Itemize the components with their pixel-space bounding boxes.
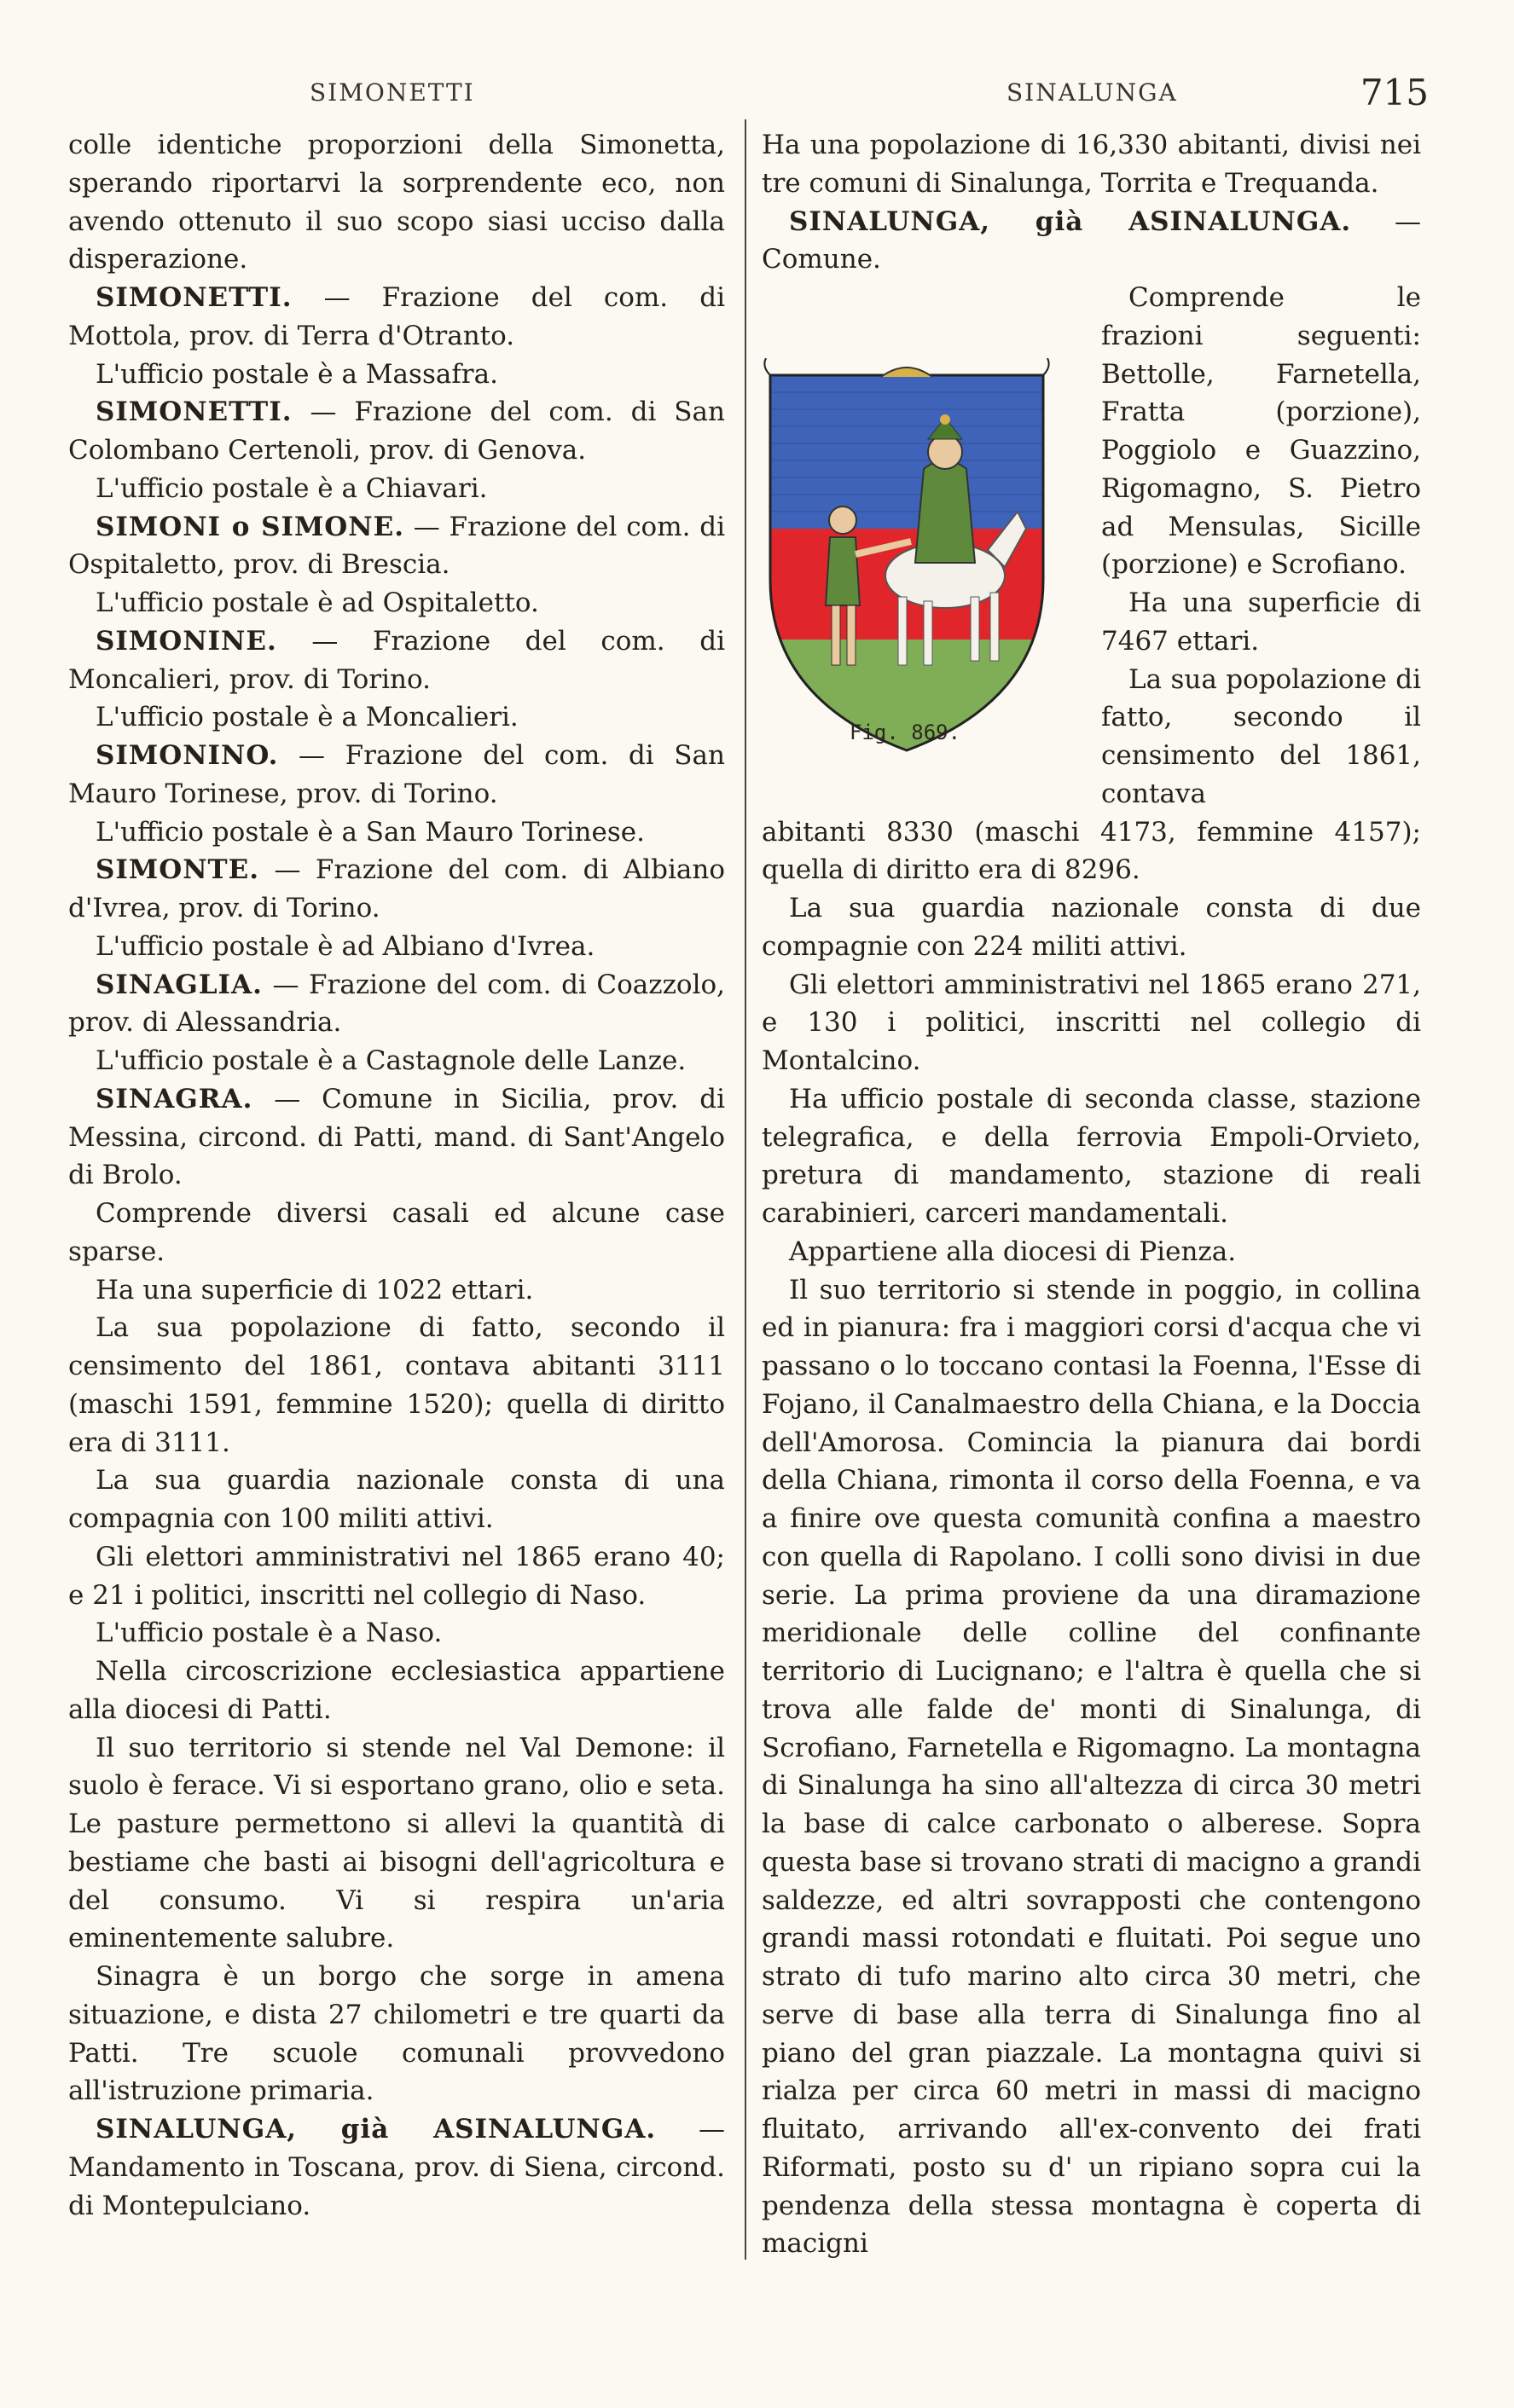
paragraph (68, 851, 725, 928)
paragraph (68, 1195, 725, 1271)
entry-text: Comprende diversi casali ed alcune case sparse. (68, 1198, 725, 1267)
paragraph (68, 1309, 725, 1462)
paragraph: Comprende le frazioni seguenti: Bettolle, Farnetella, Fratta (porzione), Poggiolo e Guazzino, Rigomagno, S. Pietro ad Mensulas, Sicille (porzione) e Scrofiano. (1101, 282, 1421, 581)
entry-headword: SINAGRA. (96, 1083, 253, 1114)
entry-headword: SIMONETTI. (96, 397, 293, 428)
entry-text: — Mandamento in Toscana, prov. di Siena, circond. di Montepulciano. (68, 2114, 725, 2221)
paragraph (68, 1614, 725, 1653)
figure-caption: Fig. 869. (850, 721, 961, 744)
paragraph (68, 1080, 725, 1195)
paragraph (68, 1958, 725, 2110)
entry-headword: SIMONI o SIMONE. (96, 511, 405, 542)
entry-text: L'ufficio postale è a Massafra. (96, 358, 498, 390)
paragraph (68, 2110, 725, 2225)
paragraph (68, 356, 725, 394)
entry-headword: SIMONINO. (96, 740, 279, 771)
entry-text: colle identiche proporzioni della Simonetta, sperando riportarvi la sorprendente eco, non avendo ottenuto il suo scopo siasi ucciso dalla disperazione. (68, 130, 725, 275)
paragraph (762, 203, 1421, 280)
paragraph: La sua popolazione di fatto, secondo il censimento del 1861, contava (1101, 663, 1421, 809)
paragraph: Ha una superficie di 7467 ettari. (1101, 588, 1421, 657)
entry-text: — Frazione del com. di Coazzolo, prov. di Alessandria. (68, 969, 725, 1039)
entry-headword: SINALUNGA, già ASINALUNGA. (789, 205, 1352, 237)
paragraph (762, 1271, 1421, 2264)
paragraph (762, 1233, 1421, 1271)
paragraph (68, 393, 725, 470)
paragraph (762, 1080, 1421, 1233)
entry-text: Il suo territorio si stende nel Val Demone: il suolo è ferace. Vi si esportano grano, olio e seta. Le pasture permettono si allevi la quantità di bestiame che basti ai bisogni dell'agricoltura e del consumo. Vi si respira un'aria eminentemente salubre. (68, 1732, 725, 1954)
entry-text: L'ufficio postale è a Chiavari. (96, 472, 488, 504)
entry-text: — Frazione del com. di Moncalieri, prov. di Torino. (68, 625, 725, 695)
paragraph (68, 126, 725, 279)
paragraph (68, 279, 725, 356)
coat-of-arms-icon (762, 358, 1052, 759)
entry-text: Gli elettori amministrativi nel 1865 erano 271, e 130 i politici, inscritti nel collegio di Montalcino. (762, 969, 1421, 1076)
right-column-body (762, 813, 1421, 2264)
entry-headword: SIMONINE. (96, 625, 277, 657)
entry-text: L'ufficio postale è a San Mauro Torinese. (96, 816, 645, 848)
column-divider (745, 119, 746, 2260)
paragraph (68, 1462, 725, 1538)
entry-text: Il suo territorio si stende in poggio, in collina ed in pianura: fra i maggiori corsi d'acqua che vi passano o lo toccano contasi la Foenna, l'Esse di Fojano, il Canalmaestro della Chiana, e la Doccia dell'Amorosa. Comincia la pianura dai bordi della Chiana, rimonta il corso della Foenna, e va a finire ove questa comunità confina a maestro con quella di Rapolano. I colli sono divisi in due serie. La prima proviene da una diramazione meridionale delle colline del confinante territorio di Lucignano; e l'altra è quella che si trova alle falde de' monti di Sinalunga, di Scrofiano, Farnetella e Rigomagno. La montagna di Sinalunga ha sino all'altezza di circa 30 metri la base di calce carbonato o alberese. Sopra questa base si trovano strati di macigno a grandi saldezze, ed altri sovrapposti che contengono grandi massi rotondati e fluitati. Poi segue uno strato di tufo marino alto circa 30 metri, che serve di base alla terra di Sinalunga fino al piano del gran piazzale. La montagna quivi si rialza per circa 60 metri in massi di macigno fluitato, arrivando all'ex-convento dei frati Riformati, posto su d' un ripiano sopra cui la pendenza della stessa montagna è coperta di macigni (762, 1274, 1421, 2260)
left-column (68, 126, 725, 2225)
paragraph (762, 126, 1421, 203)
entry-text: — Frazione del com. di Albiano d'Ivrea, prov. di Torino. (68, 854, 725, 923)
entry-text: Appartiene alla diocesi di Pienza. (789, 1236, 1237, 1267)
right-column-top (762, 126, 1421, 279)
paragraph (68, 813, 725, 852)
entry-text: — Comune in Sicilia, prov. di Messina, circond. di Patti, mand. di Sant'Angelo di Brolo. (68, 1083, 725, 1191)
paragraph (68, 966, 725, 1043)
entry-text: La sua popolazione di fatto, secondo il censimento del 1861, contava abitanti 3111 (maschi 1591, femmine 1520); quella di diritto era di 3111. (68, 1312, 725, 1458)
entry-headword: SIMONTE. (96, 854, 260, 886)
paragraph (68, 1653, 725, 1729)
entry-text: — Frazione del com. di Mottola, prov. di Terra d'Otranto. (68, 282, 725, 351)
paragraph (68, 1538, 725, 1615)
entry-text: — Frazione del com. di San Mauro Torinese, prov. di Torino. (68, 740, 725, 809)
paragraph (68, 1042, 725, 1080)
entry-headword: SINALUNGA, già ASINALUNGA. (96, 2114, 657, 2145)
entry-text: — Frazione del com. di Ospitaletto, prov. di Brescia. (68, 511, 725, 581)
entry-text: La sua guardia nazionale consta di una compagnia con 100 militi attivi. (68, 1465, 725, 1534)
paragraph (68, 584, 725, 622)
entry-text: Ha ufficio postale di seconda classe, stazione telegrafica, e della ferrovia Empoli-Orvieto, pretura di mandamento, stazione di reali carabinieri, carceri mandamentali. (762, 1083, 1421, 1229)
entry-text: Gli elettori amministrativi nel 1865 erano 40; e 21 i politici, inscritti nel collegio di Naso. (68, 1541, 725, 1611)
page-number: 715 (1360, 72, 1429, 113)
entry-text: La sua guardia nazionale consta di due compagnie con 224 militi attivi. (762, 893, 1421, 962)
entry-text: L'ufficio postale è a Moncalieri. (96, 702, 519, 733)
entry-text: L'ufficio postale è a Castagnole delle Lanze. (96, 1045, 687, 1076)
entry-headword: SIMONETTI. (96, 282, 293, 313)
entry-text: — Comune. (762, 205, 1421, 275)
entry-text: — Frazione del com. di San Colombano Certenoli, prov. di Genova. (68, 397, 725, 466)
entry-headword: SINAGLIA. (96, 969, 263, 1000)
paragraph (68, 470, 725, 508)
paragraph (68, 1271, 725, 1310)
paragraph (68, 928, 725, 966)
running-head-left: SIMONETTI (310, 78, 475, 107)
entry-text: L'ufficio postale è ad Ospitaletto. (96, 588, 539, 618)
paragraph (762, 889, 1421, 966)
paragraph (68, 508, 725, 585)
entry-text: Sinagra è un borgo che sorge in amena situazione, e dista 27 chilometri e tre quarti da Patti. Tre scuole comunali provvedono all'istruzione primaria. (68, 1961, 725, 2107)
paragraph (68, 698, 725, 737)
entry-text: L'ufficio postale è ad Albiano d'Ivrea. (96, 930, 595, 962)
running-head-right: SINALUNGA (1006, 78, 1178, 107)
paragraph (762, 813, 1421, 890)
paragraph (762, 966, 1421, 1080)
paragraph (68, 622, 725, 699)
entry-text: L'ufficio postale è a Naso. (96, 1618, 443, 1649)
entry-text: Ha una superficie di 1022 ettari. (96, 1274, 534, 1305)
entry-text: Ha una popolazione di 16,330 abitanti, divisi nei tre comuni di Sinalunga, Torrita e Trequanda. (762, 130, 1421, 199)
entry-text: Nella circoscrizione ecclesiastica appartiene alla diocesi di Patti. (68, 1656, 725, 1725)
entry-text: abitanti 8330 (maschi 4173, femmine 4157); quella di diritto era di 8296. (762, 816, 1421, 886)
paragraph (68, 737, 725, 813)
paragraph (68, 1729, 725, 1959)
